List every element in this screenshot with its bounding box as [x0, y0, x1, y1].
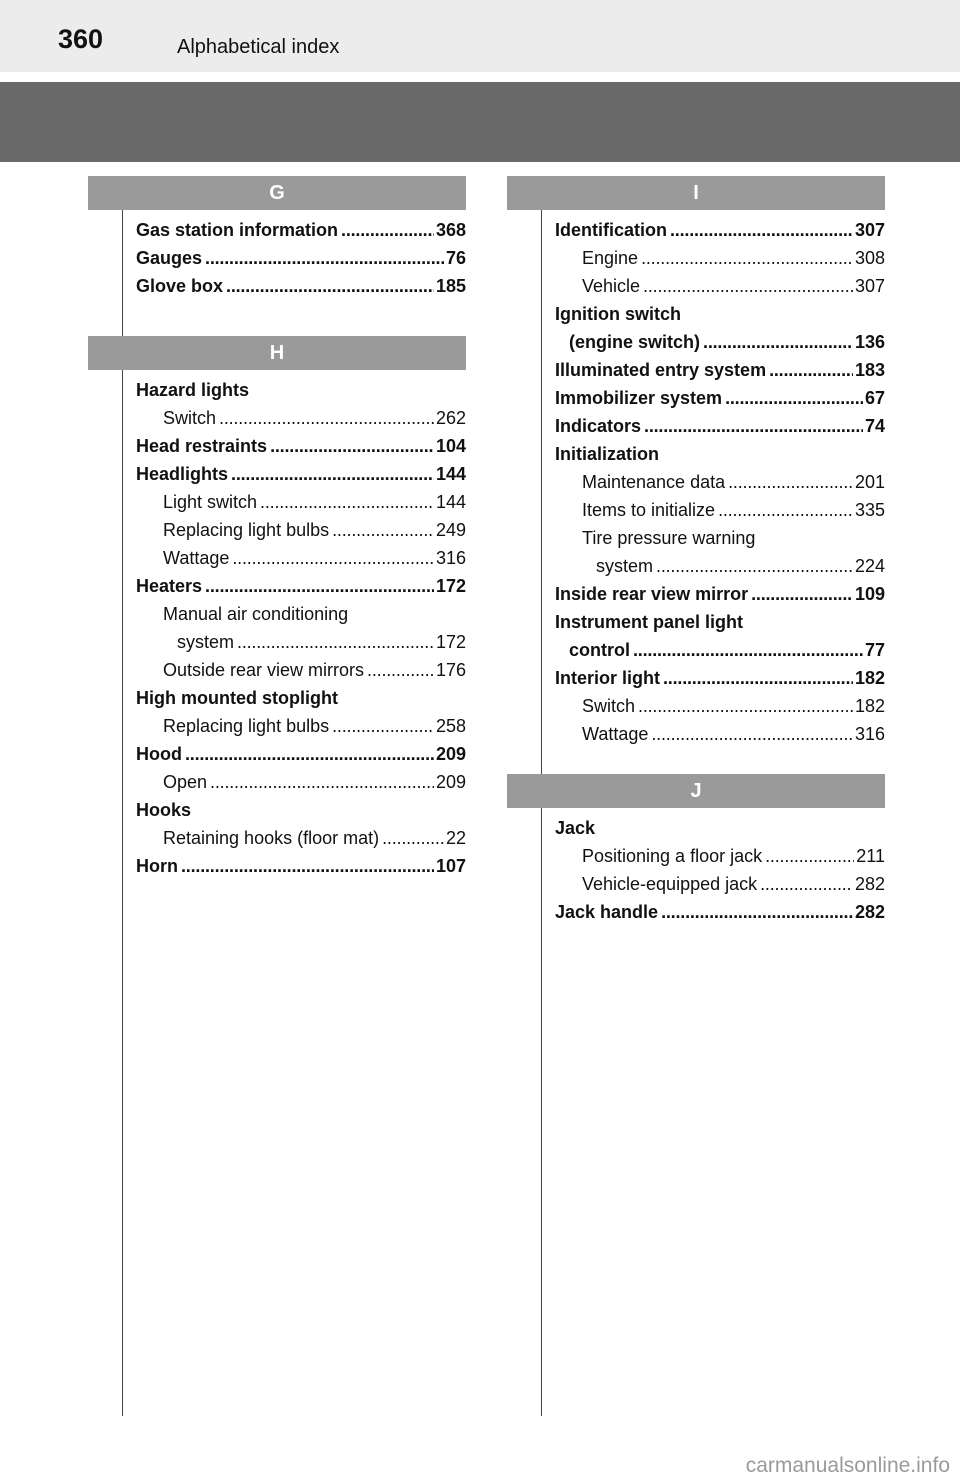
entry-label: Wattage: [582, 724, 649, 744]
dot-leader: [653, 552, 853, 580]
entry-page-number: 144: [435, 464, 466, 484]
entry-label: Vehicle-equipped jack: [582, 874, 758, 894]
dot-leader: [216, 404, 434, 432]
index-entry: [555, 244, 885, 272]
section-entries: [507, 808, 885, 926]
entry-page-number: 201: [854, 472, 885, 492]
dot-leader: [648, 720, 853, 748]
entry-label: Inside rear view mirror: [555, 584, 749, 604]
entry-label: Ignition switch: [555, 304, 681, 324]
entry-label: Jack handle: [555, 902, 659, 922]
entry-label: Outside rear view mirrors: [163, 660, 365, 680]
entry-page-number: 262: [435, 408, 466, 428]
entry-label: Positioning a floor jack: [582, 846, 763, 866]
dot-leader: [178, 852, 434, 880]
index-entry: [136, 376, 466, 404]
index-entry: [136, 432, 466, 460]
index-entry: [555, 496, 885, 524]
section-entries: [507, 210, 885, 748]
entry-label: system: [177, 632, 235, 652]
entry-label: High mounted stoplight: [136, 688, 338, 708]
entry-page-number: 307: [854, 220, 885, 240]
index-section-g: [88, 176, 466, 336]
entry-page-number: 107: [435, 856, 466, 876]
entry-label: Retaining hooks (floor mat): [163, 828, 380, 848]
entry-page-number: 282: [854, 874, 885, 894]
entry-page-number: 308: [854, 248, 885, 268]
entry-label: Hazard lights: [136, 380, 250, 400]
dot-leader: [338, 216, 434, 244]
index-entry: [555, 356, 885, 384]
entry-label: Open: [163, 772, 208, 792]
dot-leader: [762, 842, 854, 870]
index-entry: [136, 712, 466, 740]
section-entries: [88, 370, 466, 880]
index-entry: [136, 544, 466, 572]
entry-page-number: 77: [864, 640, 885, 660]
index-entry: [555, 814, 885, 842]
entry-page-number: 307: [854, 276, 885, 296]
entry-page-number: 76: [445, 248, 466, 268]
entry-label: Vehicle: [582, 276, 641, 296]
entry-page-number: 282: [854, 902, 885, 922]
entry-page-number: 224: [854, 556, 885, 576]
index-entry: [555, 300, 885, 328]
dot-leader: [234, 628, 434, 656]
dot-leader: [182, 740, 434, 768]
index-entry: [555, 692, 885, 720]
dot-leader: [329, 516, 434, 544]
watermark: carmanualsonline.info: [745, 1454, 950, 1477]
entry-page-number: 182: [854, 696, 885, 716]
index-column-left: [88, 176, 466, 880]
index-entry: [555, 328, 885, 356]
header-band: [0, 82, 960, 162]
entry-label: Head restraints: [136, 436, 268, 456]
entry-label: Heaters: [136, 576, 203, 596]
dot-leader: [364, 656, 434, 684]
entry-label: Engine: [582, 248, 639, 268]
index-entry: [136, 852, 466, 880]
entry-label: Replacing light bulbs: [163, 520, 330, 540]
dot-leader: [640, 272, 853, 300]
dot-leader: [660, 664, 853, 692]
entry-page-number: 109: [854, 584, 885, 604]
entry-label: (engine switch): [569, 332, 701, 352]
entry-label: Hooks: [136, 800, 192, 820]
entry-page-number: 316: [435, 548, 466, 568]
index-entry: [136, 600, 466, 628]
dot-leader: [715, 496, 853, 524]
index-entry: [555, 664, 885, 692]
index-entry: [136, 796, 466, 824]
index-entry: [555, 384, 885, 412]
dot-leader: [329, 712, 434, 740]
entry-label: Initialization: [555, 444, 660, 464]
entry-label: Indicators: [555, 416, 642, 436]
entry-page-number: 67: [864, 388, 885, 408]
index-entry: [136, 460, 466, 488]
entry-page-number: 172: [435, 576, 466, 596]
entry-page-number: 183: [854, 360, 885, 380]
entry-label: Headlights: [136, 464, 229, 484]
entry-page-number: 249: [435, 520, 466, 540]
entry-label: Replacing light bulbs: [163, 716, 330, 736]
index-entry: [136, 272, 466, 300]
index-column-right: [507, 176, 885, 926]
entry-label: Manual air conditioning: [163, 604, 349, 624]
index-entry: [555, 272, 885, 300]
section-letter: H: [88, 336, 466, 370]
dot-leader: [228, 460, 434, 488]
dot-leader: [202, 572, 434, 600]
dot-leader: [635, 692, 853, 720]
entry-page-number: 176: [435, 660, 466, 680]
entry-label: Interior light: [555, 668, 660, 688]
index-entry: [555, 580, 885, 608]
index-entry: [136, 572, 466, 600]
entry-page-number: 104: [435, 436, 466, 456]
entry-page-number: 22: [445, 828, 466, 848]
index-entry: [555, 720, 885, 748]
index-entry: [136, 824, 466, 852]
entry-page-number: 74: [864, 416, 885, 436]
dot-leader: [748, 580, 853, 608]
entry-label: Gas station information: [136, 220, 339, 240]
dot-leader: [379, 824, 444, 852]
entry-label: Wattage: [163, 548, 230, 568]
dot-leader: [638, 244, 853, 272]
entry-page-number: 316: [854, 724, 885, 744]
entry-label: Jack: [555, 818, 596, 838]
index-entry: [555, 412, 885, 440]
entry-page-number: 144: [435, 492, 466, 512]
index-entry: [136, 244, 466, 272]
dot-leader: [658, 898, 853, 926]
entry-label: Identification: [555, 220, 667, 240]
index-entry: [136, 628, 466, 656]
dot-leader: [722, 384, 863, 412]
index-entry: [136, 216, 466, 244]
index-entry: [555, 552, 885, 580]
index-entry: [555, 870, 885, 898]
section-letter: I: [507, 176, 885, 210]
dot-leader: [229, 544, 434, 572]
page-number: 360: [58, 24, 104, 54]
index-entry: [136, 516, 466, 544]
entry-page-number: 182: [854, 668, 885, 688]
dot-leader: [223, 272, 434, 300]
dot-leader: [641, 412, 863, 440]
entry-page-number: 258: [435, 716, 466, 736]
entry-label: Glove box: [136, 276, 224, 296]
entry-page-number: 211: [856, 846, 885, 866]
entry-label: Switch: [163, 408, 217, 428]
index-entry: [555, 898, 885, 926]
index-section-i: [507, 176, 885, 774]
section-letter: J: [507, 774, 885, 808]
index-section-h: [88, 336, 466, 880]
dot-leader: [757, 870, 853, 898]
index-entry: [555, 440, 885, 468]
entry-page-number: 185: [435, 276, 466, 296]
index-entry: [136, 404, 466, 432]
entry-label: Tire pressure warning: [582, 528, 756, 548]
section-gap: [88, 300, 466, 336]
index-entry: [136, 488, 466, 516]
entry-page-number: 368: [435, 220, 466, 240]
index-entry: [555, 842, 885, 870]
index-section-j: [507, 774, 885, 926]
dot-leader: [207, 768, 434, 796]
section-letter: G: [88, 176, 466, 210]
entry-page-number: 209: [435, 772, 466, 792]
section-gap: [507, 748, 885, 774]
entry-label: Immobilizer system: [555, 388, 723, 408]
entry-label: control: [569, 640, 630, 660]
entry-label: system: [596, 556, 654, 576]
index-entry: [555, 524, 885, 552]
page-header: [0, 0, 960, 72]
entry-page-number: 172: [435, 632, 466, 652]
entry-page-number: 136: [854, 332, 885, 352]
dot-leader: [630, 636, 863, 664]
index-entry: [136, 684, 466, 712]
entry-label: Maintenance data: [582, 472, 726, 492]
entry-label: Gauges: [136, 248, 203, 268]
index-entry: [136, 768, 466, 796]
index-entry: [555, 468, 885, 496]
index-entry: [555, 636, 885, 664]
dot-leader: [257, 488, 434, 516]
section-entries: [88, 210, 466, 300]
dot-leader: [725, 468, 853, 496]
index-entry: [555, 216, 885, 244]
dot-leader: [202, 244, 444, 272]
dot-leader: [766, 356, 853, 384]
entry-label: Switch: [582, 696, 636, 716]
entry-label: Illuminated entry system: [555, 360, 767, 380]
entry-label: Instrument panel light: [555, 612, 744, 632]
entry-page-number: 209: [435, 744, 466, 764]
index-entry: [136, 656, 466, 684]
page-title: Alphabetical index: [177, 36, 340, 58]
dot-leader: [700, 328, 853, 356]
entry-page-number: 335: [854, 500, 885, 520]
index-entry: [555, 608, 885, 636]
entry-label: Hood: [136, 744, 182, 764]
dot-leader: [667, 216, 853, 244]
dot-leader: [267, 432, 434, 460]
index-entry: [136, 740, 466, 768]
entry-label: Light switch: [163, 492, 258, 512]
entry-label: Items to initialize: [582, 500, 716, 520]
entry-label: Horn: [136, 856, 178, 876]
